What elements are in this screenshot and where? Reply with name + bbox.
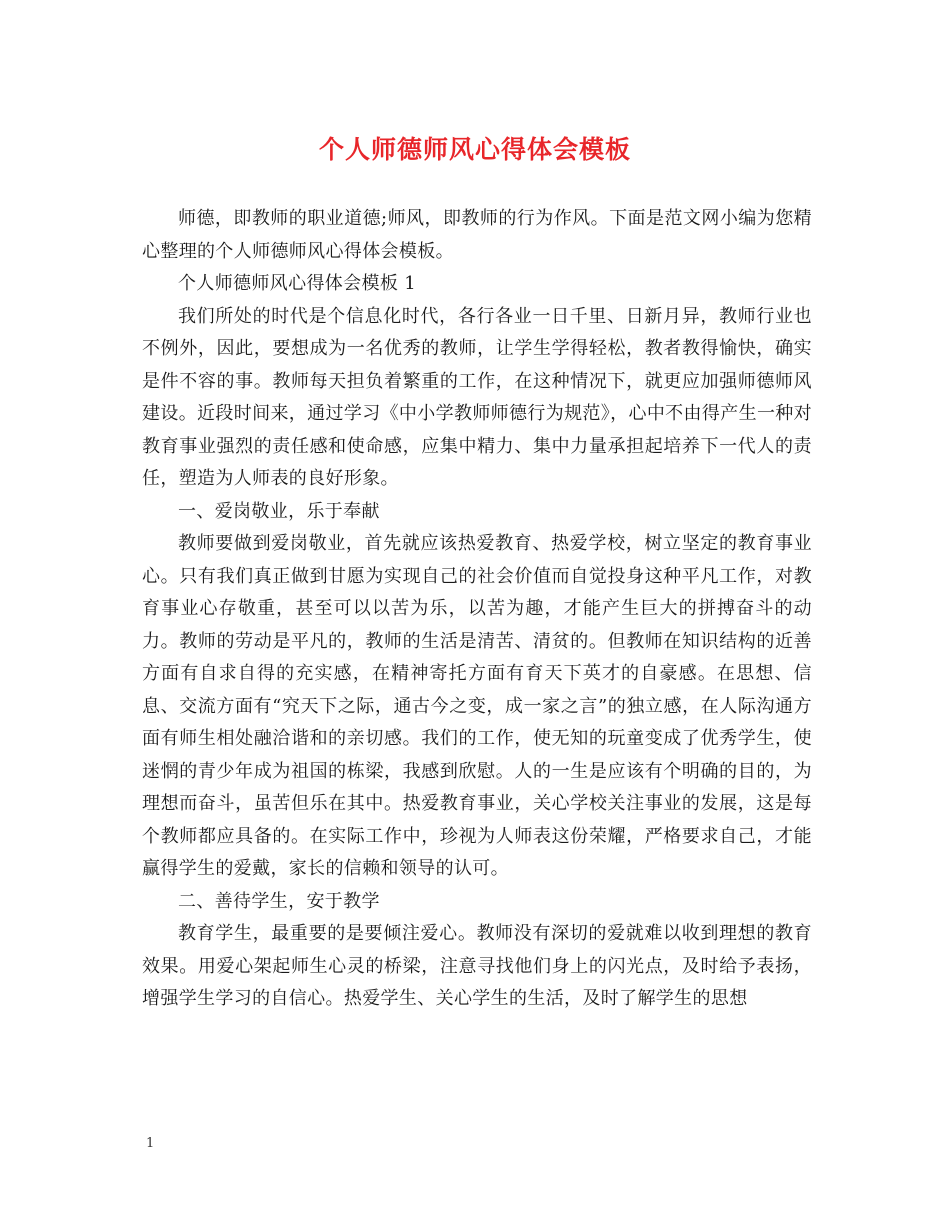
section-heading-template-1: 个人师德师风心得体会模板 1 xyxy=(178,273,417,294)
document-body xyxy=(142,203,812,1016)
page-number: 1 xyxy=(146,1136,155,1151)
body-paragraph: 教师要做到爱岗敬业，首先就应该热爱教育、热爱学校，树立坚定的教育事业心。只有我们真正做到甘愿为实现自己的社会价值而自觉投身这种平凡工作，对教育事业心存敬重，甚至可以以苦为乐，以苦为趣，才能产生巨大的拼搏奋斗的动力。教师的劳动是平凡的，教师的生活是清苦、清贫的。但教师在知识结构的近善方面有自求自得的充实感，在精神寄托方面有育天下英才的自豪感。在思想、信息、交流方面有“究天下之际，通古今之变，成一家之言”的独立感，在人际沟通方面有师生相处融洽谐和的亲切感。我们的工作，使无知的玩童变成了优秀学生，使迷惘的青少年成为祖国的栋梁，我感到欣慰。人的一生是应该有个明确的目的，为理想而奋斗，虽苦但乐在其中。热爱教育事业，关心学校关注事业的发展，这是每个教师都应具备的。在实际工作中，珍视为人师表这份荣耀，严格要求自己，才能赢得学生的爱戴，家长的信赖和领导的认可。 xyxy=(142,533,812,879)
document-title: 个人师德师风心得体会模板 xyxy=(318,135,631,164)
intro-paragraph: 师德，即教师的职业道德;师风，即教师的行为作风。下面是范文网小编为您精心整理的个人师德师风心得体会模板。 xyxy=(142,208,812,262)
section-heading-2: 二、善待学生，安于教学 xyxy=(178,890,380,912)
section-heading-1: 一、爱岗敬业，乐于奉献 xyxy=(178,500,380,522)
body-paragraph: 教育学生，最重要的是要倾注爱心。教师没有深切的爱就难以收到理想的教育效果。用爱心架起师生心灵的桥梁，注意寻找他们身上的闪光点，及时给予表扬，增强学生学习的自信心。热爱学生、关心学生的生活，及时了解学生的思想 xyxy=(142,923,812,1009)
body-paragraph: 我们所处的时代是个信息化时代，各行各业一日千里、日新月异，教师行业也不例外，因此，要想成为一名优秀的教师，让学生学得轻松，教者教得愉快，确实是件不容的事。教师每天担负着繁重的工作，在这种情况下，就更应加强师德师风建设。近段时间来，通过学习《中小学教师师德行为规范》，心中不由得产生一种对教育事业强烈的责任感和使命感，应集中精力、集中力量承担起培养下一代人的责任，塑造为人师表的良好形象。 xyxy=(142,305,812,489)
